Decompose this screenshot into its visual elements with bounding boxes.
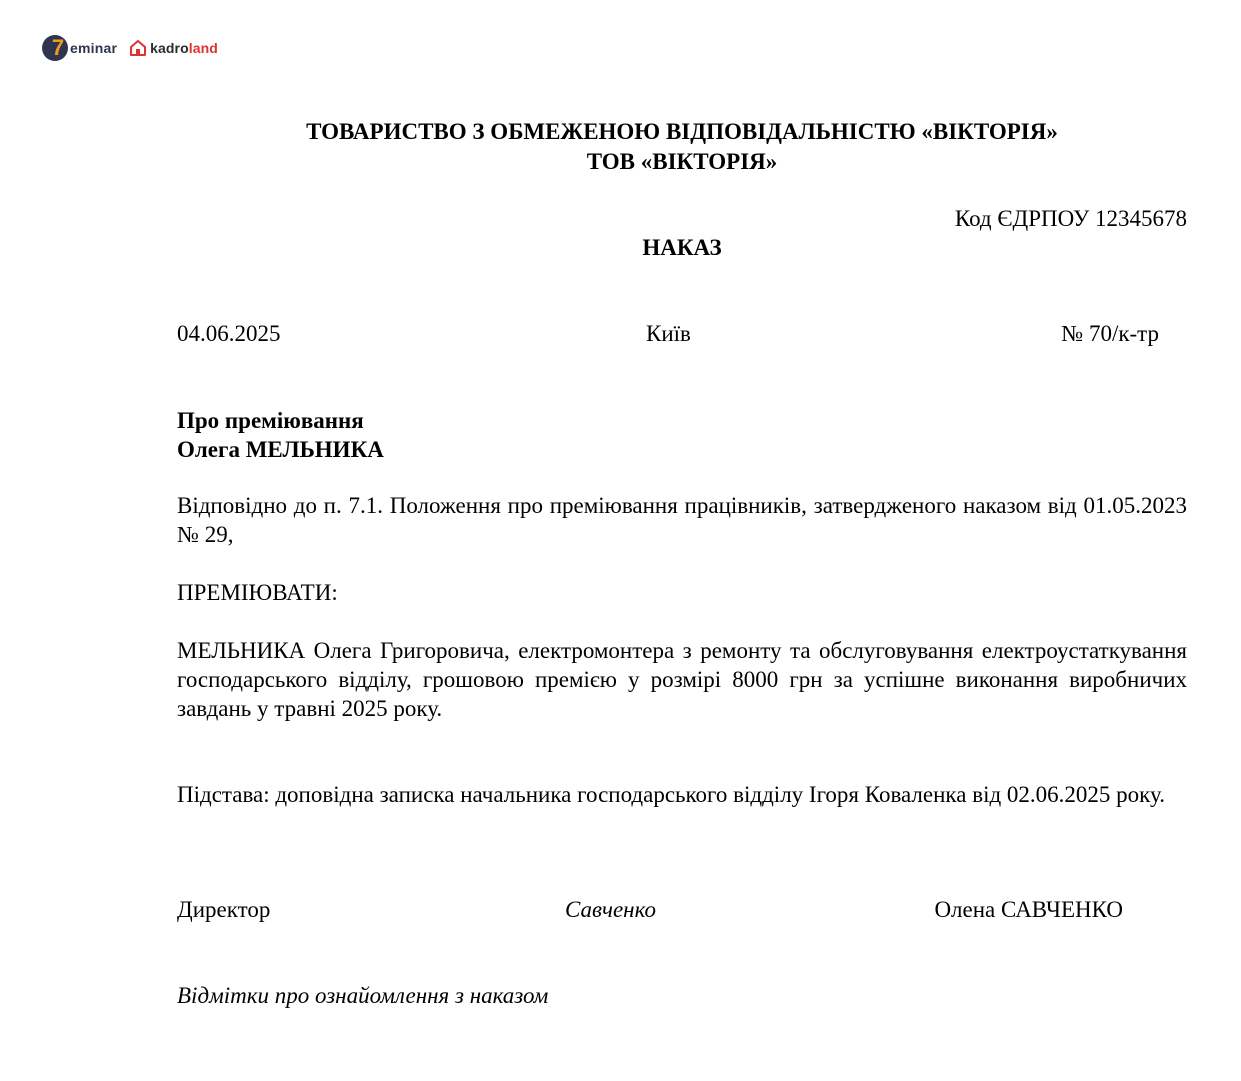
kadroland-logo — [129, 39, 218, 57]
order-date: 04.06.2025 — [177, 321, 281, 346]
signer-name: Олена САВЧЕНКО — [934, 897, 1123, 922]
seminar-logo-text: eminar — [70, 40, 118, 56]
order-city: Київ — [646, 321, 691, 346]
company-full-name: ТОВАРИСТВО З ОБМЕЖЕНОЮ ВІДПОВІДАЛЬНІСТЮ «ВІКТОРІЯ» — [306, 119, 1058, 144]
document-title: НАКАЗ — [642, 235, 722, 260]
subject-line-1: Про преміювання — [177, 408, 364, 433]
order-number: № 70/к-тр — [1061, 321, 1159, 346]
seminar-logo-badge — [42, 35, 68, 61]
subject-line-2: Олега МЕЛЬНИКА — [177, 437, 384, 462]
logos — [42, 34, 218, 62]
company-header — [177, 117, 1187, 177]
acknowledgement-note: Відмітки про ознайомлення з наказом — [177, 983, 549, 1008]
seminar-logo — [42, 35, 117, 61]
command-word: ПРЕМІЮВАТИ: — [177, 580, 338, 605]
ground-paragraph: Підстава: доповідна записка начальника господарського відділу Ігоря Коваленка від 02.06.2025 року. — [177, 782, 1165, 807]
signature: Савченко — [565, 897, 656, 922]
seminar-logo-digit: 7 — [51, 35, 65, 60]
company-short-name: ТОВ «ВІКТОРІЯ» — [586, 149, 778, 174]
bonus-paragraph: МЕЛЬНИКА Олега Григоровича, електромонтера з ремонту та обслуговування електроустаткування господарського відділу, грошовою премією у розмірі 8000 грн за успішне виконання виробничих завдань у травні 2025 року. — [177, 638, 1187, 721]
basis-paragraph: Відповідно до п. 7.1. Положення про преміювання працівників, затвердженого наказом від 01.05.2023 № 29, — [177, 493, 1187, 547]
order-subject — [177, 406, 384, 464]
kadroland-logo-text: kadroland — [150, 40, 218, 56]
signer-role: Директор — [177, 897, 271, 922]
edrpou-code: Код ЄДРПОУ 12345678 — [954, 206, 1187, 231]
house-icon — [129, 39, 147, 57]
